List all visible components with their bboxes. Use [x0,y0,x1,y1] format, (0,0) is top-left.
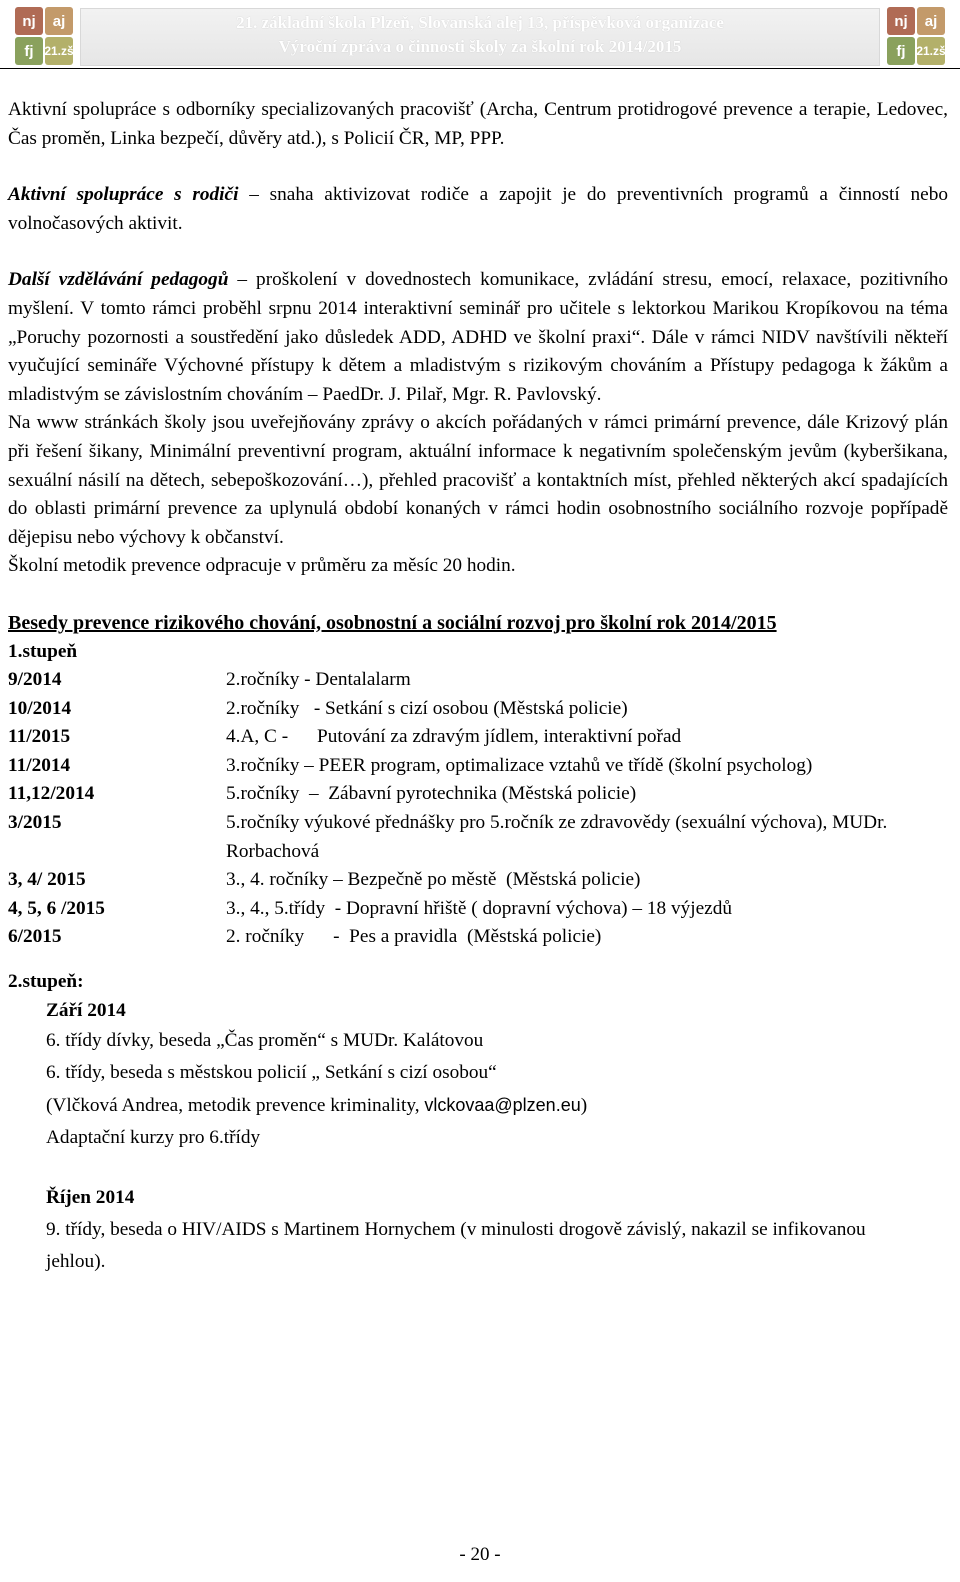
list-item: 9. třídy, beseda o HIV/AIDS s Martinem Hornychem (v minulosti drogově závislý, nakazil se infikovanou jehlou). [46,1219,866,1273]
paragraph-hours: Školní metodik prevence odpracuje v průměru za měsíc 20 hodin. [8,555,516,577]
table-row [8,923,908,952]
logo-tile: aj [917,7,945,35]
schedule-date: 4, 5, 6 /2015 [8,897,105,919]
school-logo-left [14,6,74,66]
list-item: Adaptační kurzy pro 6.třídy [46,1127,261,1149]
schedule-date: 11/2014 [8,754,71,776]
section-title: Besedy prevence rizikového chování, osobnostní a sociální rozvoj pro školní rok 2014/2015 [8,611,777,634]
table-row [8,723,908,752]
paragraph-lead: Další vzdělávání pedagogů [8,269,229,291]
table-row [8,752,908,781]
logo-tile: 21.zš [45,37,73,65]
logo-tile: nj [887,7,915,35]
schedule-date: 10/2014 [8,697,72,719]
contact-prefix: (Vlčková Andrea, metodik prevence kriminality, [46,1095,425,1117]
table-row [8,780,908,809]
header-divider [0,68,960,69]
stage2-label: 2.stupeň: [8,971,84,993]
schedule-activity: 5.ročníky – Zábavní pyrotechnika (Městská policie) [226,783,637,805]
table-row [8,809,908,866]
schedule-activity: 2. ročníky - Pes a pravidla (Městská policie) [226,926,602,948]
schedule-date: 11/2015 [8,726,71,748]
paragraph-lead: Aktivní spolupráce s rodiči [8,184,239,206]
table-row [8,895,908,924]
schedule-date: 3, 4/ 2015 [8,869,86,891]
list-item: 6. třídy dívky, beseda „Čas proměn“ s MUDr. Kalátovou [46,1030,484,1052]
paragraph-parents-cooperation [8,181,948,238]
list-item: 6. třídy, beseda s městskou policií „ Setkání s cizí osobou“ [46,1062,497,1084]
page-header [0,0,960,70]
schedule-activity: 3., 4. ročníky – Bezpečně po městě (Městská policie) [226,869,641,891]
paragraph-website-info: Na www stránkách školy jsou uveřejňovány zprávy o akcích pořádaných v rámci primární prevence, dále Krizový plán při řešení šikany, Minimální preventivní program, aktuální informace k negativním společenským jevům (kyberšikana, sexuální násilí na dětech, sebepoškozování…), přehled pracovišť a kontaktních míst, přehled některých akcí spadajících do oblasti primární prevence za uplynulá období konaných v rámci hodin osobnostního sociálního rozvoje popřípadě dějepisu nebo výchovy k občanství. [8,412,948,548]
header-report-title: Výroční zpráva o činnosti školy za školní rok 2014/2015 [278,37,682,56]
schedule-activity: 5.ročníky výukové přednášky pro 5.ročník ze zdravovědy (sexuální výchova), MUDr. Rorbachová [226,812,893,862]
paragraph-text: – proškolení v dovednostech komunikace, zvládání stresu, emocí, relaxace, pozitivního myšlení. V tomto rámci proběhl srpnu 2014 interaktivní seminář pro učitele s lektorkou Marikou Kropíkovou na téma „Poruchy pozornosti a soustředění jako důsledek ADD, ADHD ve školní praxi“. Dále v rámci NIDV navštívili někteří vyučující semináře Výchovné přístupy k dětem a mladistvým s rizikovým chováním a Přístupy pedagoga k žákům a mladistvým se závislostním chováním – PaedDr. J. Pilař, Mgr. R. Pavlovský. [8,269,948,405]
schedule-activity: 3.ročníky – PEER program, optimalizace vztahů ve třídě (školní psycholog) [226,754,813,776]
table-row [8,666,908,695]
paragraph-teacher-training [8,266,948,409]
stage1-label: 1.stupeň [8,640,78,662]
logo-tile: fj [15,37,43,65]
schedule-date: 3/2015 [8,812,62,834]
schedule-activity: 4.A, C - Putování za zdravým jídlem, interaktivní pořad [226,726,682,748]
schedule-date: 6/2015 [8,926,62,948]
page-number: - 20 - [459,1544,501,1565]
schedule-activity: 3., 4., 5.třídy - Dopravní hřiště ( dopravní výchova) – 18 výjezdů [226,897,733,919]
school-logo-right [886,6,946,66]
paragraph-experts-cooperation: Aktivní spolupráce s odborníky specializovaných pracovišť (Archa, Centrum protidrogové prevence a terapie, Ledovec, Čas proměn, Linka bezpečí, důvěry atd.), s Policií ČR, MP, PPP. [8,99,948,149]
table-row [8,695,908,724]
schedule-date: 9/2014 [8,669,62,691]
month-heading: Září 2014 [46,999,126,1021]
logo-tile: fj [887,37,915,65]
document-body [8,96,948,1278]
logo-tile: nj [15,7,43,35]
contact-line [8,1089,948,1122]
table-row [8,866,908,895]
schedule-date: 11,12/2014 [8,783,95,805]
contact-email: vlckovaa@plzen.eu [424,1095,581,1116]
header-school-name: 21. základní škola Plzeň, Slovanská alej 13, příspěvková organizace [236,13,724,32]
contact-suffix: ) [580,1095,588,1117]
schedule-activity: 2.ročníky - Dentalalarm [226,669,411,691]
paragraph-text: – snaha aktivizovat rodiče a zapojit je do preventivních programů a činností nebo volnočasových aktivit. [8,184,949,234]
logo-tile: 21.zš [917,37,945,65]
month-heading: Říjen 2014 [46,1187,135,1209]
logo-tile: aj [45,7,73,35]
stage1-schedule [8,666,908,952]
schedule-activity: 2.ročníky - Setkání s cizí osobou (Městská policie) [226,697,628,719]
